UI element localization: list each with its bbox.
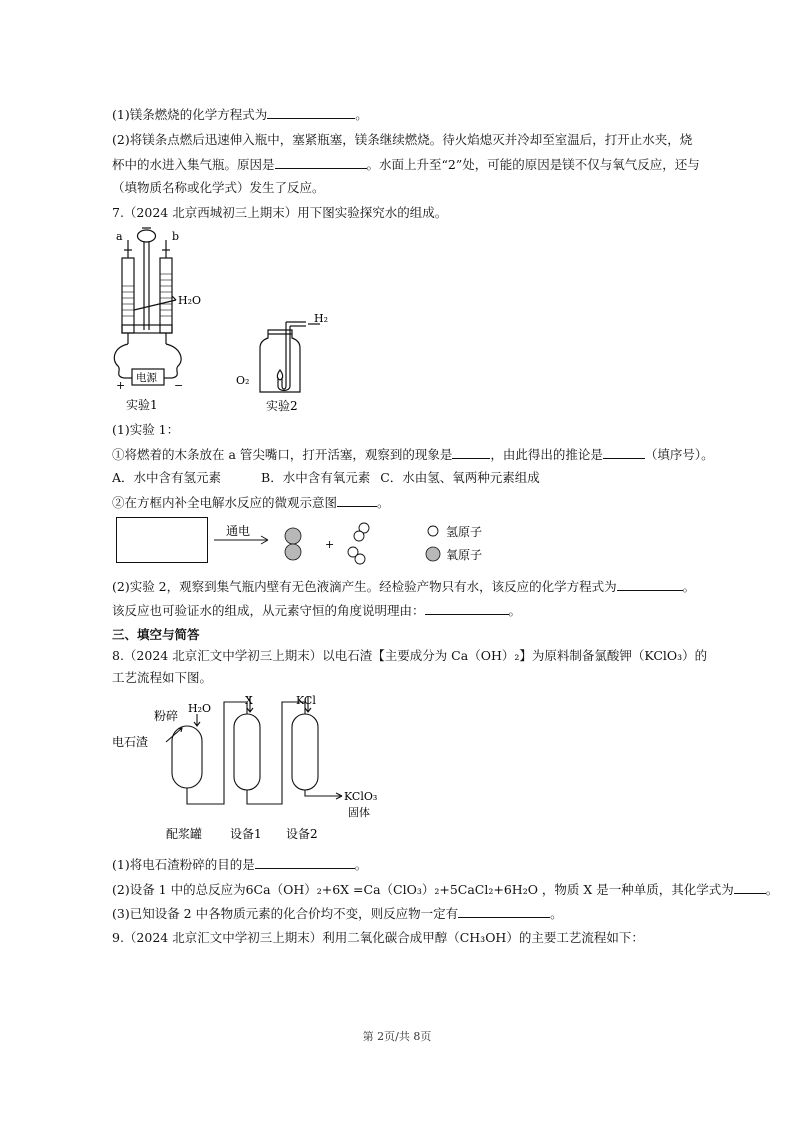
section-title: 三、填空与简答 [112,627,200,642]
q7-sub2: (2)实验 2，观察到集气瓶内壁有无色液滴产生。经检验产物只有水，该反应的化学方程式为 。 [112,579,696,594]
h-atom-legend-icon [428,526,438,536]
gas-bottle [260,322,320,392]
h2-molecule-atom [354,531,364,541]
q6-part2-line3: （填物质名称或化学式）发生了反应。 [112,180,325,195]
raw-material-label: 电石渣 [112,735,149,749]
answer-box[interactable] [116,517,208,563]
micro-diagram [214,516,514,568]
o-atom-legend-label: 氧原子 [446,548,483,562]
o2-label: O₂ [236,374,250,387]
tube-b-label: b [172,230,180,243]
water-label: H₂O [188,702,212,715]
q6-part2-line1: (2)将镁条点燃后迅速伸入瓶中，塞紧瓶塞，镁条继续燃烧。待火焰熄灭并冷却至室温后，打开止水夹，烧 [112,132,693,147]
option-c[interactable]: C．水由氢、氧两种元素组成 [380,470,540,485]
answer-blank[interactable] [603,446,645,459]
answer-blank[interactable] [267,106,355,119]
answer-blank[interactable] [734,881,766,894]
answer-blank[interactable] [425,602,509,615]
q8-title-line2: 工艺流程如下图。 [112,670,213,685]
o2-molecule-atom [285,544,301,560]
q7-options [112,470,540,486]
q6-part1: (1)镁条燃烧的化学方程式为 。 [112,107,368,122]
experiment1-caption: 实验1 [126,398,158,412]
device1-caption: 设备1 [230,827,262,841]
answer-blank[interactable] [458,905,550,918]
q8-title-line1: 8.（2024 北京汇文中学初三上期末）以电石渣【主要成分为 Ca（OH）₂】为原料制备氯酸钾（KClO₃）的 [112,648,708,663]
minus-label: − [174,379,184,392]
answer-blank[interactable] [337,494,377,507]
q9-title: 9.（2024 北京汇文中学初三上期末）利用二氧化碳合成甲醇（CH₃OH）的主要工艺流程如下： [112,930,644,945]
plus-label: + [116,379,126,392]
option-a[interactable]: A．水中含有氢元素 [112,470,222,485]
option-b[interactable]: B．水中含有氧元素 [261,470,371,485]
device2-vessel [292,714,318,790]
tube-a-label: a [116,230,123,243]
answer-blank[interactable] [275,156,367,169]
o2-molecule-atom [285,528,301,544]
power-label: 电源 [136,372,157,384]
page-footer: 第 2页/共 8页 [362,1030,432,1043]
water-label: H₂O [178,294,202,307]
q6-part2-line2: 杯中的水进入集气瓶。原因是 。水面上升至“2”处，可能的原因是镁不仅与氧气反应，还与 [112,157,700,172]
answer-blank[interactable] [617,578,683,591]
q7-sub1: (1)实验 1： [112,422,180,437]
process-flow-diagram [110,690,410,850]
q7-sub2b: 该反应也可验证水的组成，从元素守恒的角度说明理由： 。 [112,603,522,618]
q8-sub2: (2)设备 1 中的总反应为6Ca（OH）₂+6X =Ca（ClO₃）₂+5CaCl₂+6H₂O ，物质 X 是一种单质，其化学式为 。 [112,882,779,897]
arrow-label: 通电 [226,524,251,538]
slurry-tank [172,726,202,788]
tank-caption: 配浆罐 [166,827,203,841]
experiment1-figure [110,226,210,416]
plus-sign: + [325,538,335,551]
device2-caption: 设备2 [286,827,318,841]
q8-sub3: (3)已知设备 2 中各物质元素的化合价均不变，则反应物一定有 。 [112,906,563,921]
experiment2-figure [232,308,342,418]
q7-sub1b: ②在方框内补全电解水反应的微观示意图 。 [112,495,390,510]
h2-label: H₂ [314,312,329,325]
h2-molecule-atom [355,554,365,564]
kcl-label: KCl [296,694,316,707]
device1-vessel [234,714,260,790]
answer-blank[interactable] [255,856,355,869]
x-label: X [245,694,253,707]
experiment2-caption: 实验2 [266,399,298,413]
product-label: KClO₃ [344,790,378,803]
answer-blank[interactable] [452,446,490,459]
crush-label: 粉碎 [154,709,179,723]
o-atom-legend-icon [426,547,440,561]
solid-label: 固体 [348,806,370,819]
q7-title: 7.（2024 北京西城初三上期末）用下图实验探究水的组成。 [112,205,448,220]
q8-sub1: (1)将电石渣粉碎的目的是 。 [112,857,368,872]
h-atom-legend-label: 氢原子 [446,525,483,539]
q7-sub1a: ①将燃着的木条放在 a 管尖嘴口，打开活塞，观察到的现象是 ，由此得出的推论是 （填序号）。 [112,447,714,462]
electrolysis-apparatus [114,228,181,385]
